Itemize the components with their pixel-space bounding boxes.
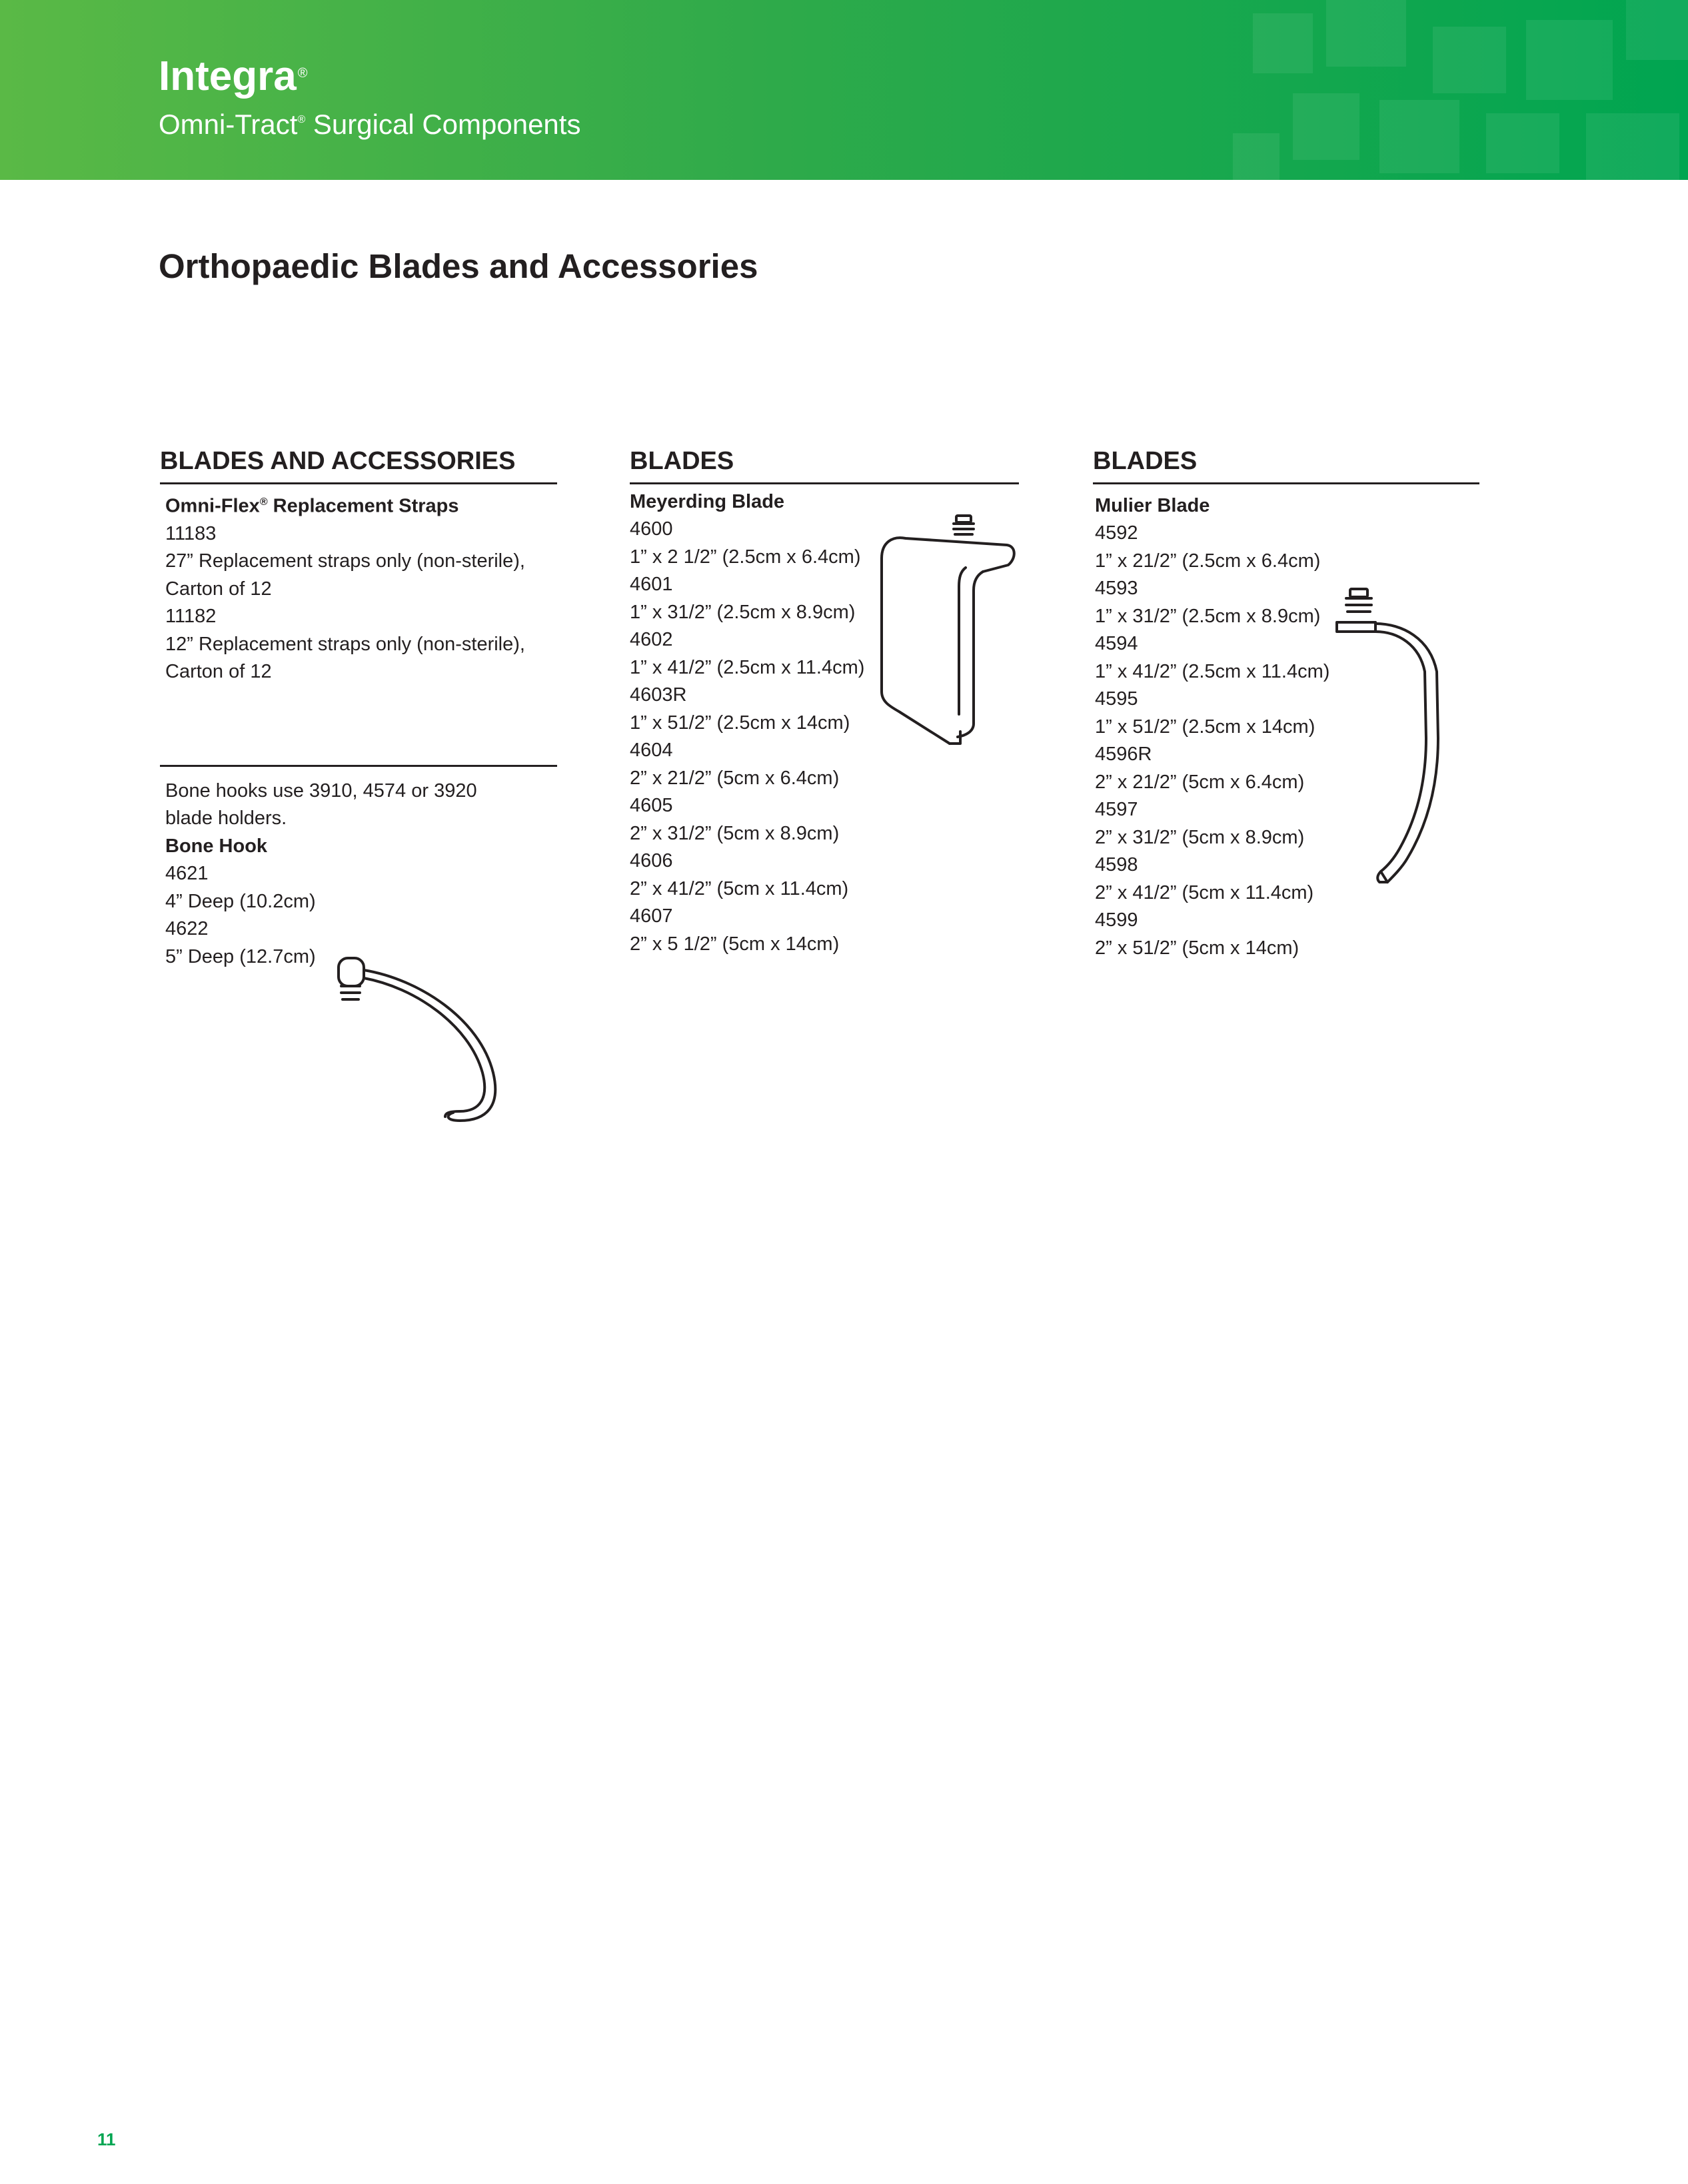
list-item: 4599	[1095, 909, 1138, 931]
mulier-title: Mulier Blade	[1095, 494, 1210, 516]
list-item: 4596R	[1095, 744, 1152, 766]
column-heading: BLADES	[1093, 448, 1479, 484]
list-item: 4604	[630, 740, 673, 762]
list-item: 27” Replacement straps only (non-sterile),	[165, 550, 525, 572]
note-text: Bone hooks use 3910, 4574 or 3920	[165, 780, 477, 802]
straps-title-suffix: Replacement Straps	[267, 495, 459, 517]
banner-pattern	[1293, 93, 1359, 160]
page-title: Orthopaedic Blades and Accessories	[159, 247, 758, 285]
banner-pattern	[1626, 0, 1688, 60]
banner-pattern	[1233, 133, 1279, 180]
list-item: 2” x 5 1/2” (5cm x 14cm)	[630, 933, 840, 955]
list-item: 4621	[165, 863, 209, 885]
list-item: 4622	[165, 918, 209, 940]
list-item: 4600	[630, 518, 673, 540]
list-item: 4606	[630, 850, 673, 872]
product-suffix: Surgical Components	[305, 109, 581, 140]
registered-mark: ®	[297, 114, 306, 125]
straps-title	[165, 488, 557, 520]
meyerding-title: Meyerding Blade	[630, 490, 785, 512]
list-item: 1” x 41/2” (2.5cm x 11.4cm)	[630, 656, 865, 678]
brand-text: Integra	[159, 53, 297, 99]
bone-hook-section	[160, 767, 557, 971]
list-item: Carton of 12	[165, 661, 272, 683]
registered-mark: ®	[297, 66, 308, 81]
brand-name	[159, 53, 308, 99]
banner-pattern	[1526, 20, 1613, 100]
list-item: 5” Deep (12.7cm)	[165, 945, 316, 967]
list-item: 1” x 41/2” (2.5cm x 11.4cm)	[1095, 660, 1330, 682]
straps-section	[160, 484, 557, 686]
list-item: 4602	[630, 629, 673, 651]
list-item: 4597	[1095, 799, 1138, 821]
list-item: 4603R	[630, 684, 687, 706]
list-item: 4” Deep (10.2cm)	[165, 890, 316, 912]
bone-hook-icon	[327, 946, 513, 1133]
note-text: blade holders.	[165, 808, 287, 829]
list-item: 4593	[1095, 578, 1138, 600]
list-item: 1” x 51/2” (2.5cm x 14cm)	[1095, 716, 1315, 738]
list-item: 4594	[1095, 633, 1138, 655]
list-item: 2” x 41/2” (5cm x 11.4cm)	[1095, 881, 1314, 903]
banner-pattern	[1433, 27, 1506, 93]
list-item: 2” x 21/2” (5cm x 6.4cm)	[630, 767, 840, 789]
list-item: 1” x 2 1/2” (2.5cm x 6.4cm)	[630, 546, 861, 568]
list-item: 2” x 31/2” (5cm x 8.9cm)	[1095, 826, 1305, 848]
product-name: Omni-Tract	[159, 109, 298, 140]
header-banner	[0, 0, 1688, 180]
list-item: 2” x 41/2” (5cm x 11.4cm)	[630, 877, 849, 899]
registered-mark: ®	[259, 496, 268, 508]
list-item: 1” x 51/2” (2.5cm x 14cm)	[630, 712, 850, 734]
banner-pattern	[1379, 100, 1459, 173]
list-item: 4607	[630, 905, 673, 927]
banner-pattern	[1326, 0, 1406, 67]
list-item: Carton of 12	[165, 578, 272, 600]
product-line	[159, 111, 580, 139]
column-heading: BLADES	[630, 448, 1019, 484]
page-number: 11	[97, 2129, 116, 2149]
accessories-column	[160, 448, 557, 971]
list-item: 11183	[165, 522, 217, 544]
list-item: 4595	[1095, 688, 1138, 710]
straps-title-text: Omni-Flex	[165, 495, 260, 517]
list-item: 1” x 21/2” (2.5cm x 6.4cm)	[1095, 550, 1321, 572]
list-item: 4605	[630, 795, 673, 817]
list-item: 2” x 31/2” (5cm x 8.9cm)	[630, 822, 840, 844]
list-item: 4601	[630, 574, 673, 596]
list-item: 12” Replacement straps only (non-sterile),	[165, 633, 525, 655]
meyerding-blade-icon	[876, 512, 1023, 752]
bone-hook-title: Bone Hook	[165, 835, 268, 857]
list-item: 1” x 31/2” (2.5cm x 8.9cm)	[1095, 605, 1321, 627]
banner-pattern	[1486, 113, 1559, 173]
column-heading: BLADES AND ACCESSORIES	[160, 448, 557, 484]
mulier-blade-icon	[1333, 585, 1446, 905]
banner-pattern	[1586, 113, 1679, 180]
list-item: 2” x 21/2” (5cm x 6.4cm)	[1095, 771, 1305, 793]
list-item: 4592	[1095, 522, 1138, 544]
list-item: 1” x 31/2” (2.5cm x 8.9cm)	[630, 601, 856, 623]
list-item: 4598	[1095, 854, 1138, 876]
banner-pattern	[1253, 13, 1313, 73]
list-item: 2” x 51/2” (5cm x 14cm)	[1095, 937, 1299, 959]
list-item: 11182	[165, 606, 217, 628]
